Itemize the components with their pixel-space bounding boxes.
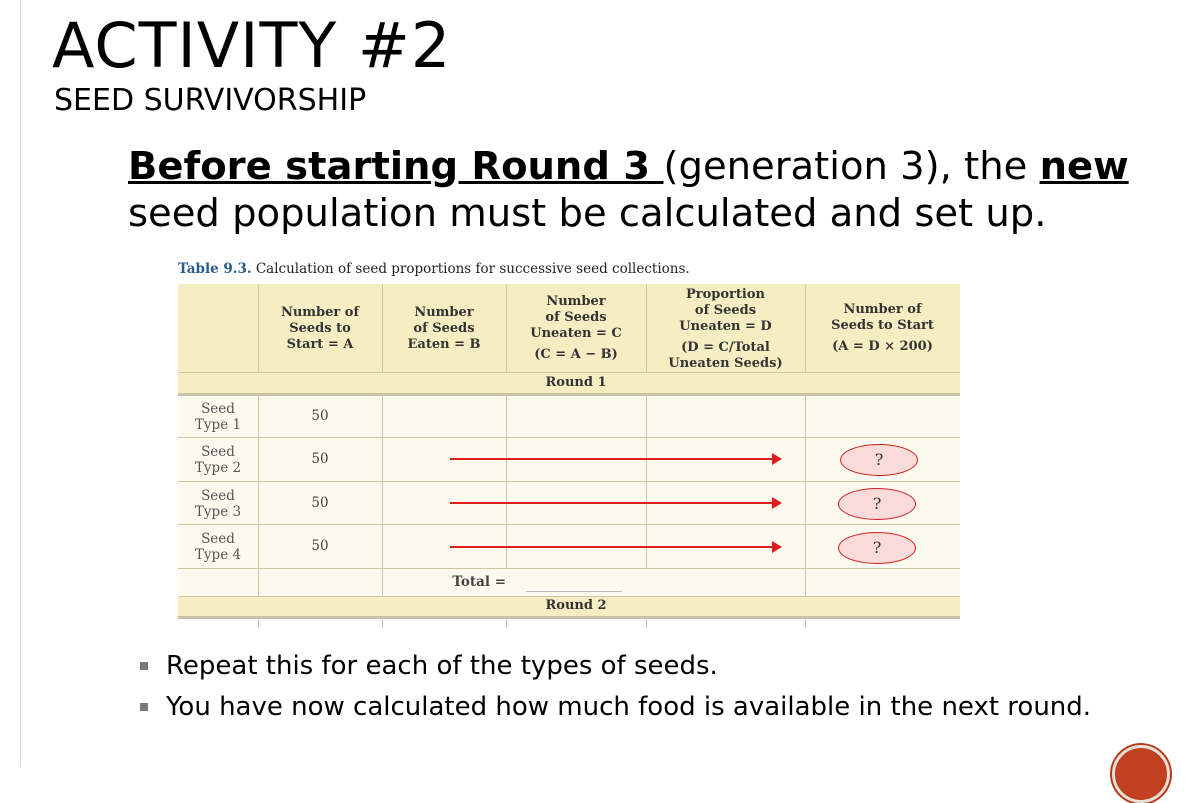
header-line: Eaten = B — [407, 337, 481, 352]
table-caption-label: Table 9.3. — [178, 261, 252, 277]
bullet-item — [140, 650, 1140, 683]
grid-line-v — [646, 396, 647, 568]
header-line: (D = C/Total — [681, 340, 770, 355]
grid-line-v — [805, 396, 806, 596]
header-line: of Seeds — [694, 303, 757, 318]
answer-circle-type-2: ? — [840, 444, 918, 476]
header-line: of Seeds — [545, 310, 607, 325]
grid-line-h — [178, 372, 960, 373]
lead-bold-new: new — [1039, 144, 1129, 189]
header-line: Number of — [280, 305, 360, 320]
row-label-type-2 — [184, 444, 252, 476]
row-label-line: Type 3 — [194, 504, 242, 520]
start-value-type-3: 50 — [311, 495, 329, 511]
header-line: Seeds to — [289, 321, 351, 336]
grid-line-v — [506, 619, 507, 628]
arrow-right-icon — [450, 502, 774, 504]
grid-line-v — [382, 619, 383, 628]
lead-paragraph — [128, 143, 1168, 237]
start-value-type-2: 50 — [311, 451, 329, 467]
grid-line-h — [178, 524, 960, 525]
slide-left-border — [20, 0, 21, 767]
grid-line-h — [178, 437, 960, 438]
header-seeds-to-start — [258, 305, 382, 353]
seed-proportion-table — [178, 284, 960, 628]
lead-text-1: (generation 3), the — [663, 144, 1040, 189]
row-label-type-4 — [184, 531, 252, 563]
grid-line-v — [258, 619, 259, 628]
row-label-line: Seed — [201, 401, 235, 417]
row-label-line: Seed — [201, 531, 235, 547]
header-line: (A = D × 200) — [832, 339, 933, 354]
bullet-item — [140, 691, 1140, 724]
header-line: of Seeds — [413, 321, 475, 336]
header-seeds-eaten — [382, 305, 506, 353]
start-value-type-1: 50 — [311, 408, 329, 424]
total-label: Total = — [452, 574, 506, 590]
arrow-right-icon — [450, 546, 774, 548]
row-label-line: Seed — [201, 488, 235, 504]
row-label-type-1 — [184, 401, 252, 433]
round-1-label: Round 1 — [545, 375, 607, 390]
header-line: Seeds to Start — [831, 318, 934, 333]
bullet-text: Repeat this for each of the types of seeds. — [166, 651, 718, 681]
row-label-line: Type 1 — [194, 417, 242, 433]
round-2-label: Round 2 — [545, 598, 607, 613]
header-line: Proportion — [686, 287, 765, 302]
row-label-line: Type 2 — [194, 460, 242, 476]
header-proportion-uneaten — [646, 287, 805, 372]
grid-line-v — [506, 396, 507, 568]
bullet-square-icon — [140, 662, 148, 670]
bullet-text: You have now calculated how much food is available in the next round. — [166, 692, 1092, 722]
header-line: Start = A — [286, 337, 354, 352]
header-line: (C = A − B) — [534, 347, 618, 362]
corner-logo-icon — [1112, 745, 1170, 803]
header-line: Number of — [843, 302, 922, 317]
header-seeds-uneaten — [506, 294, 646, 363]
lead-bold-phrase: Before starting Round 3 — [128, 144, 664, 189]
header-seeds-to-start-next — [805, 302, 960, 355]
header-line: Uneaten = C — [530, 326, 622, 341]
table-caption-text: Calculation of seed proportions for successive seed collections. — [255, 261, 690, 277]
grid-line-h — [178, 616, 960, 619]
header-line: Uneaten = D — [679, 319, 772, 334]
arrow-right-icon — [450, 458, 774, 460]
grid-line-v — [646, 619, 647, 628]
grid-line-h — [178, 481, 960, 482]
answer-circle-type-4: ? — [838, 532, 916, 564]
row-label-line: Type 4 — [194, 547, 242, 563]
table-caption — [178, 261, 690, 277]
lead-text-2: seed population must be calculated and set up. — [128, 191, 1047, 236]
header-line: Number — [546, 294, 606, 309]
total-blank-line — [526, 591, 622, 592]
answer-circle-type-3: ? — [838, 488, 916, 520]
header-line: Number — [414, 305, 474, 320]
bullet-list — [140, 650, 1140, 732]
bullet-square-icon — [140, 703, 148, 711]
start-value-type-4: 50 — [311, 538, 329, 554]
row-label-type-3 — [184, 488, 252, 520]
header-line: Uneaten Seeds) — [668, 356, 783, 371]
grid-line-h — [178, 393, 960, 396]
grid-line-v — [805, 619, 806, 628]
grid-line-v — [382, 396, 383, 596]
grid-line-h — [178, 568, 960, 569]
slide-subtitle: SEED SURVIVORSHIP — [54, 83, 367, 118]
row-label-line: Seed — [201, 444, 235, 460]
grid-line-h — [178, 596, 960, 597]
slide-title: ACTIVITY #2 — [52, 9, 452, 82]
